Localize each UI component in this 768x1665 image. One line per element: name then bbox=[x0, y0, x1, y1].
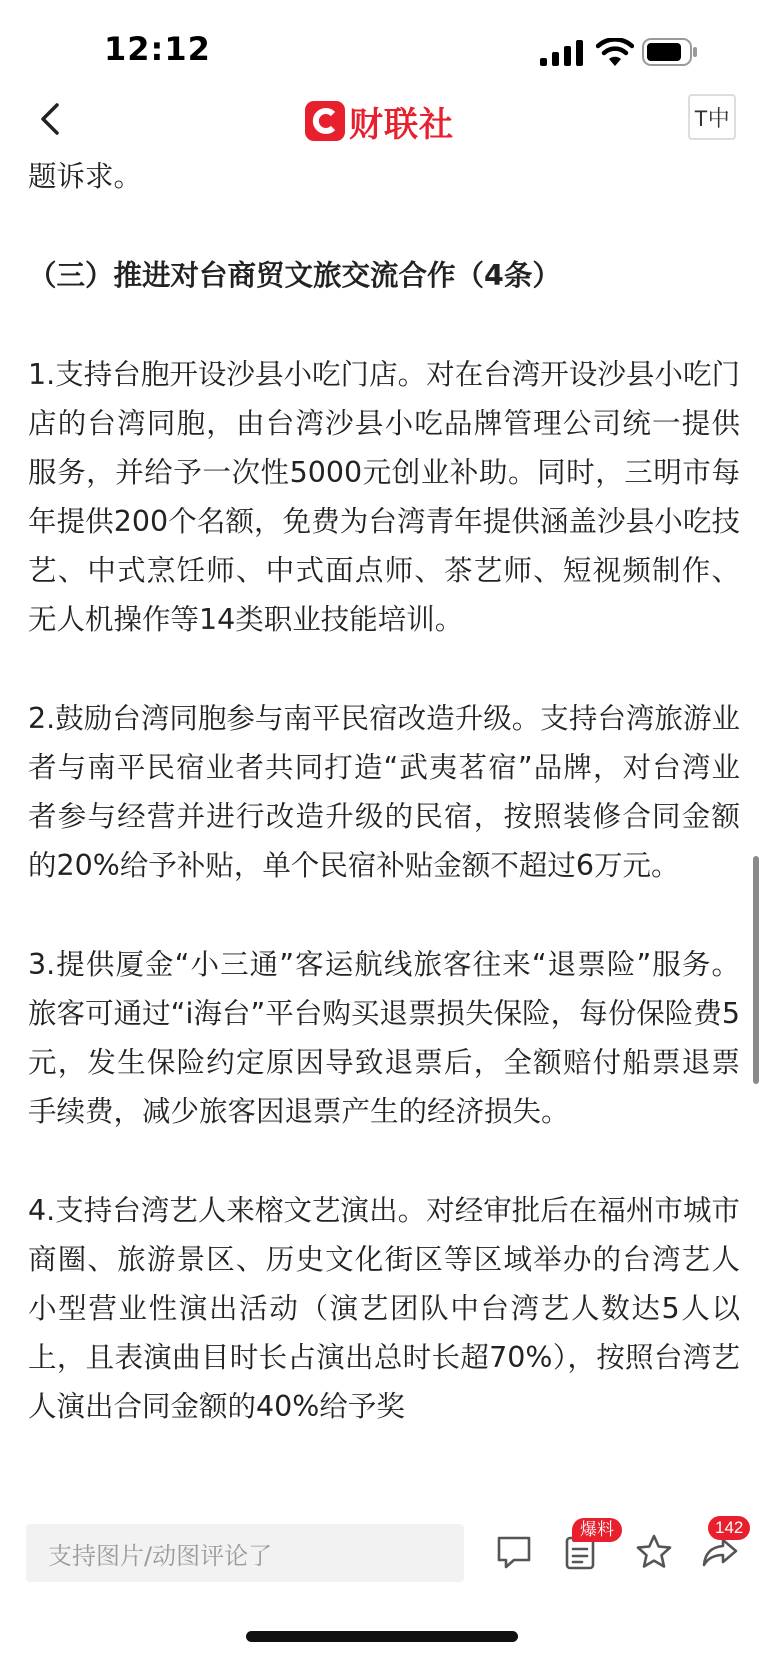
scrollbar-thumb[interactable] bbox=[753, 856, 759, 1084]
article-paragraph-item-1: 1.支持台胞开设沙县小吃门店。对在台湾开设沙县小吃门店的台湾同胞，由台湾沙县小吃品牌管理公司统一提供服务，并给予一次性5000元创业补助。同时，三明市每年提供200个名额，免费为台湾青年提供涵盖沙县小吃技艺、中式烹饪师、中式面点师、茶艺师、短视频制作、无人机操作等14类职业技能培训。 bbox=[28, 358, 740, 636]
logo-c-icon bbox=[311, 107, 339, 135]
report-badge: 爆料 bbox=[572, 1518, 622, 1542]
status-bar bbox=[0, 0, 768, 92]
chevron-left-icon bbox=[39, 102, 61, 136]
article-body bbox=[28, 144, 740, 1510]
logo-mark bbox=[305, 101, 345, 141]
back-button[interactable] bbox=[30, 96, 70, 142]
article-paragraph-continuation: 题诉求。 bbox=[28, 160, 143, 193]
article-paragraph-item-4: 4.支持台湾艺人来榕文艺演出。对经审批后在福州市城市商圈、旅游景区、历史文化街区等区域举办的台湾艺人小型营业性演出活动（演艺团队中台湾艺人数达5人以上，且表演曲目时长占演出总时长超70%），按照台湾艺人演出合同金额的40%给予奖 bbox=[28, 1194, 740, 1423]
battery-icon bbox=[642, 38, 698, 66]
font-size-button[interactable]: T中 bbox=[688, 94, 736, 140]
cellular-signal-icon bbox=[540, 40, 584, 66]
status-time: 12:12 bbox=[104, 30, 211, 68]
article-paragraph-item-3: 3.提供厦金“小三通”客运航线旅客往来“退票险”服务。旅客可通过“i海台”平台购买退票损失保险，每份保险费5元，发生保险约定原因导致退票后，全额赔付船票退票手续费，减少旅客因退票产生的经济损失。 bbox=[28, 948, 740, 1128]
nav-bar bbox=[0, 92, 768, 154]
cls-logo bbox=[305, 98, 454, 144]
comment-icon[interactable] bbox=[494, 1532, 534, 1572]
share-count-badge: 142 bbox=[708, 1516, 750, 1540]
wifi-icon bbox=[596, 38, 634, 66]
article-paragraph-item-2: 2.鼓励台湾同胞参与南平民宿改造升级。支持台湾旅游业者与南平民宿业者共同打造“武夷茗宿”品牌，对台湾业者参与经营并进行改造升级的民宿，按照装修合同金额的20%给予补贴，单个民宿补贴金额不超过6万元。 bbox=[28, 702, 740, 882]
section-heading: （三）推进对台商贸文旅交流合作（4条） bbox=[28, 259, 561, 292]
home-indicator bbox=[246, 1631, 518, 1642]
logo-text: 财联社 bbox=[349, 104, 454, 145]
comment-input[interactable]: 支持图片/动图评论了 bbox=[26, 1524, 464, 1582]
star-icon[interactable] bbox=[634, 1532, 674, 1572]
